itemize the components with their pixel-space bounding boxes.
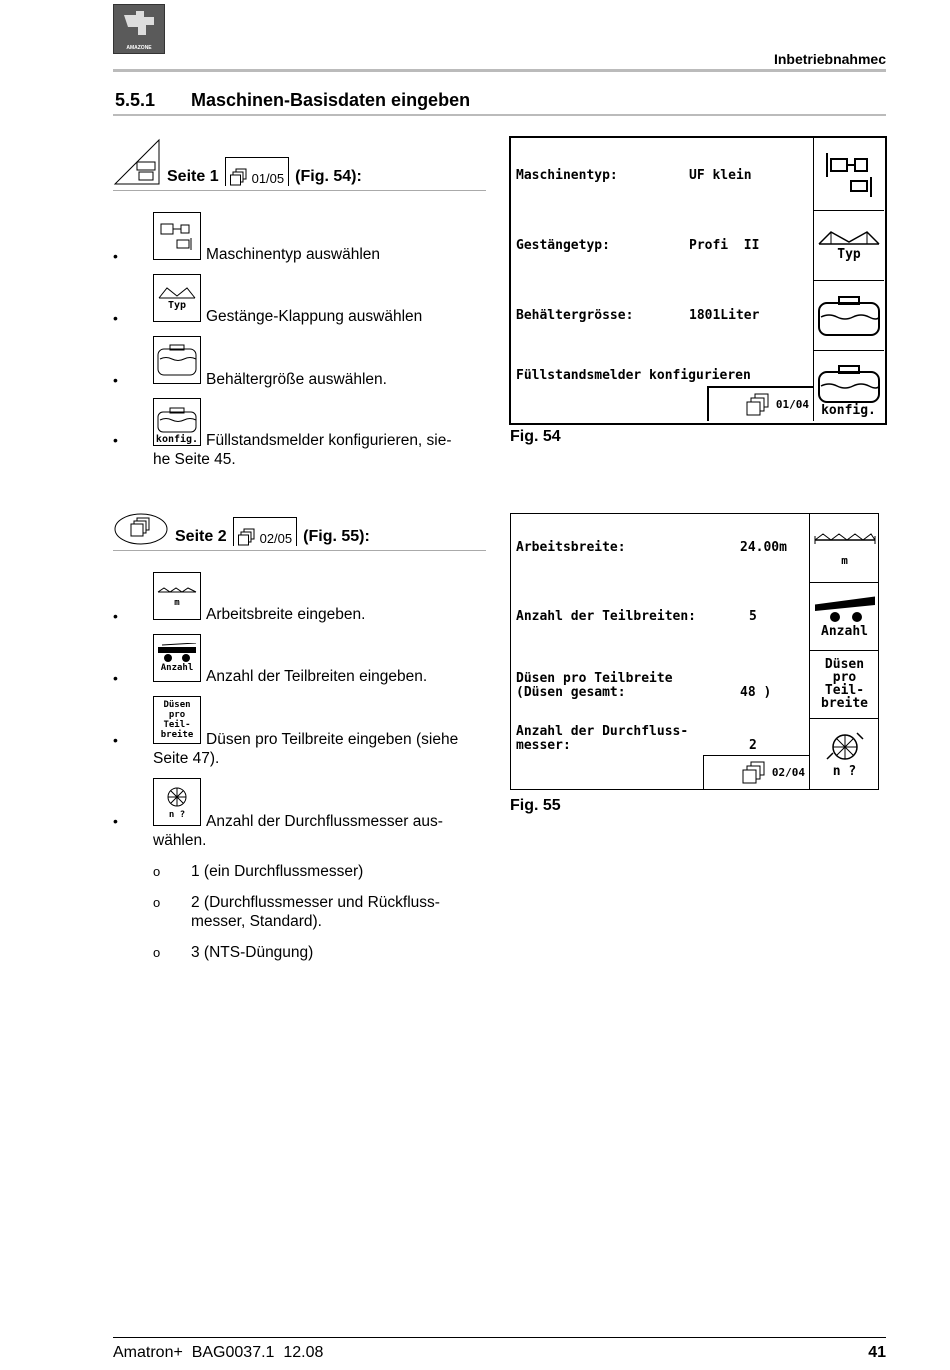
flowmeter-icon: [162, 784, 192, 810]
fig55-label: Fig. 55: [510, 797, 561, 814]
sub-item-3: 3 (NTS-Düngung): [191, 944, 314, 961]
fig54-row-1-value: UF klein: [689, 168, 752, 183]
tank-icon: [156, 343, 198, 377]
page2-heading: [113, 512, 370, 546]
boom-fold-icon[interactable]: [153, 274, 201, 322]
sub-item-2-cont: messer, Standard).: [191, 913, 322, 930]
boom-icon: [817, 230, 881, 248]
bullet: •: [113, 813, 118, 829]
fig54-row-3-label: Behältergrösse:: [516, 308, 634, 323]
page2-item-1: Arbeitsbreite eingeben.: [206, 606, 366, 623]
footer-rule: [113, 1337, 886, 1338]
tank-size-icon[interactable]: [153, 336, 201, 384]
fig54-softkey-typ[interactable]: [813, 210, 884, 281]
working-width-icon[interactable]: [153, 572, 201, 620]
nozzles-icon-line-1: Düsen: [163, 700, 191, 710]
flowmeter-count-icon-label: n ?: [168, 810, 186, 820]
page2-rule: [113, 550, 486, 551]
fig54-softkey-konfig[interactable]: [813, 350, 883, 421]
page1-rule: [113, 190, 486, 191]
pages-icon: [238, 528, 256, 546]
fig54-label: Fig. 54: [510, 428, 561, 445]
page2-list: [113, 570, 493, 970]
page2-item-2: Anzahl der Teilbreiten eingeben.: [206, 668, 428, 685]
tank-icon: [156, 406, 198, 434]
header-rule: [113, 69, 886, 72]
bullet: •: [113, 670, 118, 686]
boom-icon: [157, 286, 197, 300]
bullet: •: [113, 732, 118, 748]
fig54-softkey-machine[interactable]: [813, 138, 884, 211]
page1-indicator-text: 01/05: [251, 171, 285, 186]
section-title: [115, 90, 470, 111]
bullet: •: [113, 608, 118, 624]
bullet: •: [113, 372, 118, 388]
machine-type-icon[interactable]: [153, 212, 201, 260]
flowmeter-count-icon[interactable]: [153, 778, 201, 826]
fig55-softkey-nozzles-line-4: breite: [821, 696, 868, 711]
machine-data-icon: [113, 138, 161, 186]
fig55-row-1-label: Arbeitsbreite:: [516, 540, 626, 555]
page2-item-3: Düsen pro Teilbreite eingeben (siehe: [206, 731, 459, 748]
fig55-row-4-label: Anzahl der Durchfluss-: [516, 724, 689, 739]
sub-item-marker: o: [153, 864, 161, 879]
fig55-row-2-value: 5: [749, 609, 757, 624]
page2-label: Seite 2: [175, 528, 227, 545]
page1-list: [113, 210, 493, 480]
page2-item-4: Anzahl der Durchflussmesser aus-: [206, 813, 443, 830]
bullet: •: [113, 310, 118, 326]
fig55-row-4-label2: messer:: [516, 738, 571, 753]
fig54-screen: [509, 136, 887, 425]
sections-count-icon-label: Anzahl: [160, 663, 194, 673]
boom-sections-icon: [813, 595, 877, 625]
nozzles-per-section-icon[interactable]: [153, 696, 201, 744]
header-section-label: Inbetriebnahmec: [773, 51, 886, 67]
pages-oval-icon: [113, 512, 169, 546]
nozzles-icon-line-3: Teil-: [163, 720, 191, 730]
pages-icon: [742, 761, 766, 785]
fig55-softkey-anzahl[interactable]: [809, 582, 879, 651]
fig55-softkey-flowmeter[interactable]: [809, 718, 879, 789]
amazone-logo: [113, 4, 165, 54]
fig54-softkey-tank[interactable]: [813, 280, 884, 351]
page1-item-2: Gestänge-Klappung auswählen: [206, 308, 423, 325]
fig55-page-indicator: [703, 755, 809, 789]
fig55-page-text: 02/04: [771, 766, 805, 779]
sub-item-1: 1 (ein Durchflussmesser): [191, 863, 364, 880]
fig54-row-2-label: Gestängetyp:: [516, 238, 610, 253]
fig55-softkey-nozzles-line-1: Düsen: [824, 657, 865, 672]
sections-count-icon[interactable]: [153, 634, 201, 682]
nozzles-icon-line-2: pro: [168, 710, 186, 720]
page2-item-4-cont: wählen.: [153, 832, 207, 849]
fig55-row-2-label: Anzahl der Teilbreiten:: [516, 609, 697, 624]
page2-indicator: [233, 517, 298, 546]
fig55-softkey-flowmeter-label: n ?: [832, 764, 857, 779]
fig55-softkey-nozzles-line-3: Teil-: [824, 683, 865, 698]
fig54-page-indicator: [707, 386, 813, 421]
fig54-softkey-konfig-label: konfig.: [821, 403, 876, 418]
fig55-screen: [510, 513, 879, 790]
fig54-row-3-value: 1801Liter: [689, 308, 760, 323]
logo-text: AMAZONE: [126, 45, 152, 51]
sprayer-icon: [821, 149, 877, 199]
fig55-row-1-value: 24.00m: [740, 540, 787, 555]
section-number: 5.5.1: [115, 90, 156, 110]
fig54-row-1-label: Maschinentyp:: [516, 168, 618, 183]
bullet: •: [113, 248, 118, 264]
sub-item-marker: o: [153, 945, 161, 960]
boom-fold-icon-label: Typ: [167, 299, 187, 311]
boom-icon: [813, 530, 877, 546]
page1-indicator: [225, 157, 290, 186]
fig55-softkey-nozzles[interactable]: [809, 650, 879, 719]
fig55-row-4-value: 2: [749, 738, 757, 753]
level-sensor-icon[interactable]: [153, 398, 201, 446]
section-rule: [113, 114, 886, 116]
section-title-text: Maschinen-Basisdaten eingeben: [191, 90, 471, 110]
footer-doc: Amatron+ BAG0037.1 12.08: [113, 1344, 324, 1361]
page1-item-3: Behältergröße auswählen.: [206, 371, 387, 388]
nozzles-icon-line-4: breite: [160, 730, 194, 740]
fig55-row-3-label2: (Düsen gesamt:: [516, 685, 626, 700]
page1-fig-ref: (Fig. 54):: [295, 168, 362, 185]
fig54-softkey-typ-label: Typ: [837, 246, 861, 262]
fig55-row-3-value: 48 ): [740, 685, 772, 700]
flowmeter-icon: [825, 729, 865, 765]
sprayer-icon: [157, 218, 197, 254]
level-sensor-icon-label: konfig.: [155, 434, 199, 445]
fig54-row-4-label: Füllstandsmelder konfigurieren: [516, 368, 751, 383]
fig55-softkey-width[interactable]: [809, 514, 879, 583]
page1-label: Seite 1: [167, 168, 219, 185]
fig55-row-3-label: Düsen pro Teilbreite: [516, 671, 673, 686]
fig55-softkey-nozzles-line-2: pro: [832, 670, 857, 685]
boom-sections-icon: [156, 643, 198, 663]
page1-item-4: Füllstandsmelder konfigurieren, sie-: [206, 432, 452, 449]
page1-item-1: Maschinentyp auswählen: [206, 246, 381, 263]
sub-item-2: 2 (Durchflussmesser und Rückfluss-: [191, 894, 440, 911]
fig54-page-text: 01/04: [775, 398, 809, 411]
footer-page-number: 41: [868, 1344, 886, 1361]
page1-heading: [113, 138, 362, 186]
pages-icon: [230, 168, 248, 186]
pages-icon: [746, 393, 770, 417]
page2-fig-ref: (Fig. 55):: [303, 528, 370, 545]
page2-indicator-text: 02/05: [259, 531, 293, 546]
page2-item-3-cont: Seite 47).: [153, 750, 220, 767]
working-width-icon-label: m: [174, 598, 180, 608]
fig54-row-2-value: Profi II: [689, 238, 760, 253]
tank-icon: [817, 364, 881, 404]
boom-icon: [156, 584, 198, 598]
tank-icon: [817, 293, 881, 337]
page1-item-4-cont: he Seite 45.: [153, 451, 236, 468]
fig55-softkey-width-label: m: [841, 553, 848, 567]
logo-icon: [114, 5, 164, 53]
fig55-softkey-anzahl-label: Anzahl: [821, 623, 868, 639]
sub-item-marker: o: [153, 895, 161, 910]
bullet: •: [113, 432, 118, 448]
